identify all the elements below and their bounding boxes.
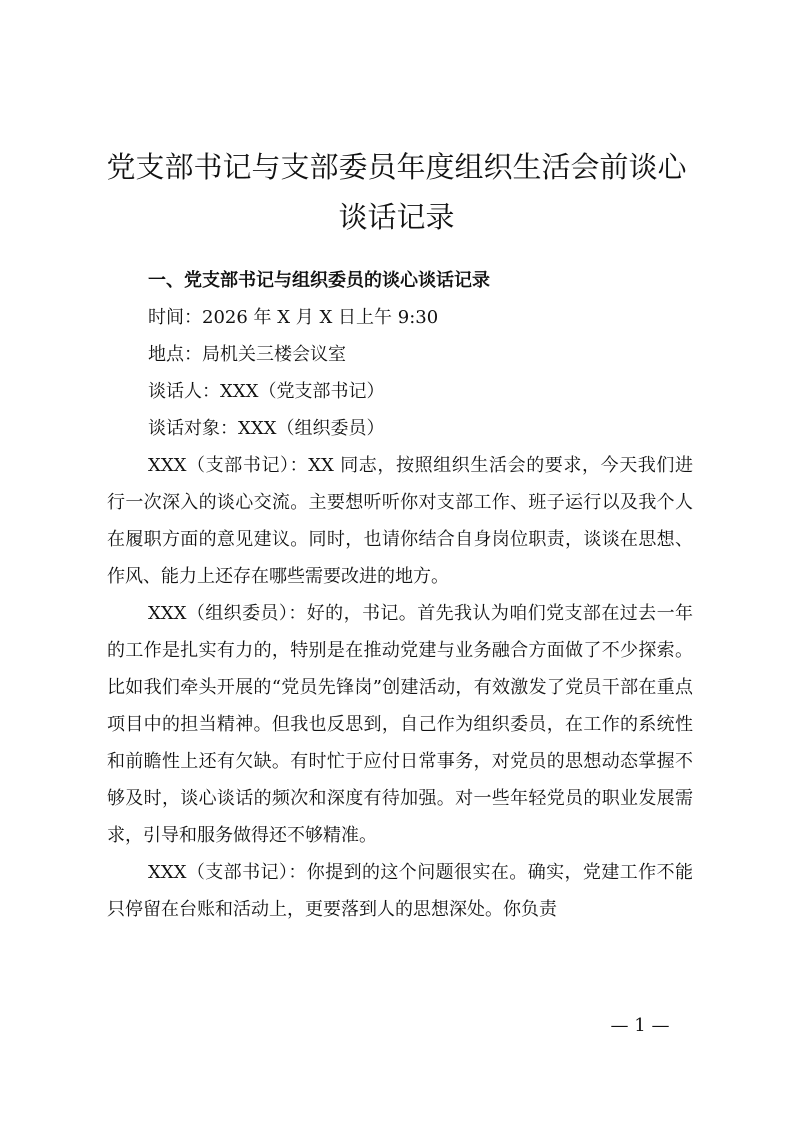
dialogue-paragraph: XXX（支部书记）：XX 同志，按照组织生活会的要求，今天我们进行一次深入的谈心交流。主要想听听你对支部工作、班子运行以及我个人在履职方面的意见建议。同时，也请你结合自身岗位职责，谈谈在思想、作风、能力上还存在哪些需要改进的地方。 (107, 455, 693, 587)
interviewee: 谈话对象：XXX（组织委员） (148, 418, 385, 439)
meeting-location: 地点：局机关三楼会议室 (148, 344, 346, 365)
section-heading: 一、党支部书记与组织委员的谈心谈话记录 (148, 270, 490, 291)
title-line-1: 党支部书记与支部委员年度组织生活会前谈心 (106, 150, 687, 184)
document-title (90, 142, 703, 242)
interviewer: 谈话人：XXX（党支部书记） (148, 381, 385, 402)
document-body (107, 262, 693, 928)
title-line-2: 谈话记录 (338, 200, 455, 234)
page-number: — 1 — (610, 1015, 670, 1036)
meeting-time: 时间：2026 年 X 月 X 日上午 9:30 (148, 307, 439, 328)
dialogue-paragraph: XXX（组织委员）：好的，书记。首先我认为咱们党支部在过去一年的工作是扎实有力的，特别是在推动党建与业务融合方面做了不少探索。比如我们牵头开展的“党员先锋岗”创建活动，有效激发了党员干部在重点项目中的担当精神。但我也反思到，自己作为组织委员，在工作的系统性和前瞻性上还有欠缺。有时忙于应付日常事务，对党员的思想动态掌握不够及时，谈心谈话的频次和深度有待加强。对一些年轻党员的职业发展需求，引导和服务做得还不够精准。 (107, 603, 693, 846)
dialogue-paragraph: XXX（支部书记）：你提到的这个问题很实在。确实，党建工作不能只停留在台账和活动上，更要落到人的思想深处。你负责 (107, 862, 693, 920)
